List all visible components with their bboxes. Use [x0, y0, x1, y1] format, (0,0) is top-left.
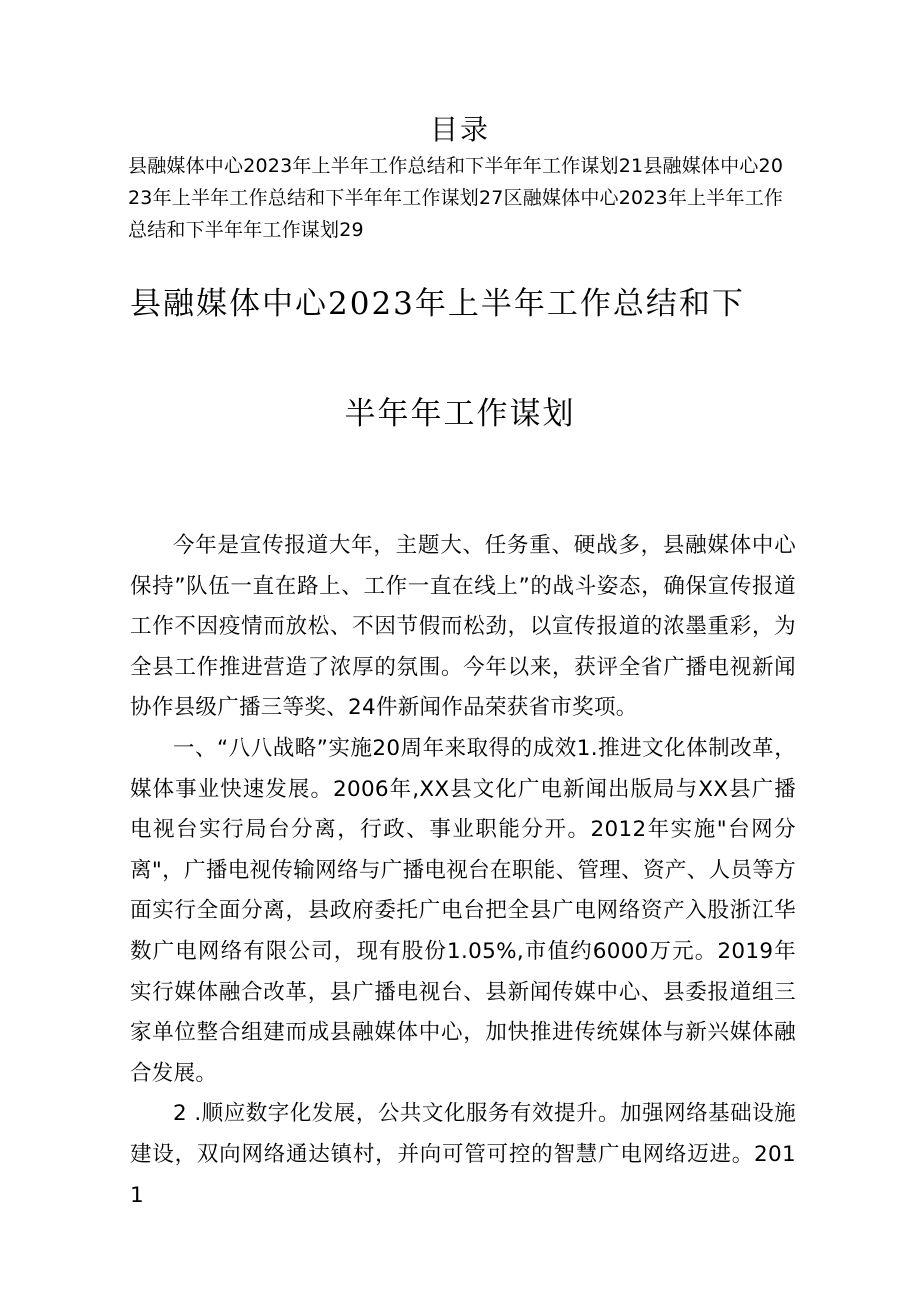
document-title-line-2: 半年年工作谋划 — [344, 396, 576, 432]
toc-heading: 目录 — [429, 113, 490, 146]
paragraph-section-two: 2 .顺应数字化发展，公共文化服务有效提升。加强网络基础设施建设，双向网络通达镇村，并向可管可控的智慧广电网络迈进。2011 — [130, 1101, 796, 1208]
toc-entries: 县融媒体中心2023年上半年工作总结和下半年年工作谋划21县融媒体中心2023年上半年工作总结和下半年年工作谋划27区融媒体中心2023年上半年工作总结和下半年年工作谋划29 — [128, 155, 784, 241]
paragraph-section-one: 一、“八八战略”实施20周年来取得的成效1.推进文化体制改革，媒体事业快速发展。2006年,XX县文化广电新闻出版局与XX县广播电视台实行局台分离，行政、事业职能分开。2012年实施"台网分离"，广播电视传输网络与广播电视台在职能、管理、资产、人员等方面实行全面分离，县政府委托广电台把全县广电网络资产入股浙江华数广电网络有限公司，现有股份1.05%,市值约6000万元。2019年实行媒体融合改革，县广播电视台、县新闻传媒中心、县委报道组三家单位整合组建而成县融媒体中心，加快推进传统媒体与新兴媒体融合发展。 — [130, 735, 796, 1086]
document-body — [130, 526, 796, 1216]
document-title-line-1: 县融媒体中心2023年上半年工作总结和下 — [130, 286, 745, 322]
paragraph-intro: 今年是宣传报道大年，主题大、任务重、硬战多，县融媒体中心保持”队伍一直在路上、工作一直在线上”的战斗姿态，确保宣传报道工作不因疫情而放松、不因节假而松劲，以宣传报道的浓墨重彩，为全县工作推进营造了浓厚的氛围。今年以来，获评全省广播电视新闻协作县级广播三等奖、24件新闻作品荣获省市奖项。 — [130, 533, 796, 721]
